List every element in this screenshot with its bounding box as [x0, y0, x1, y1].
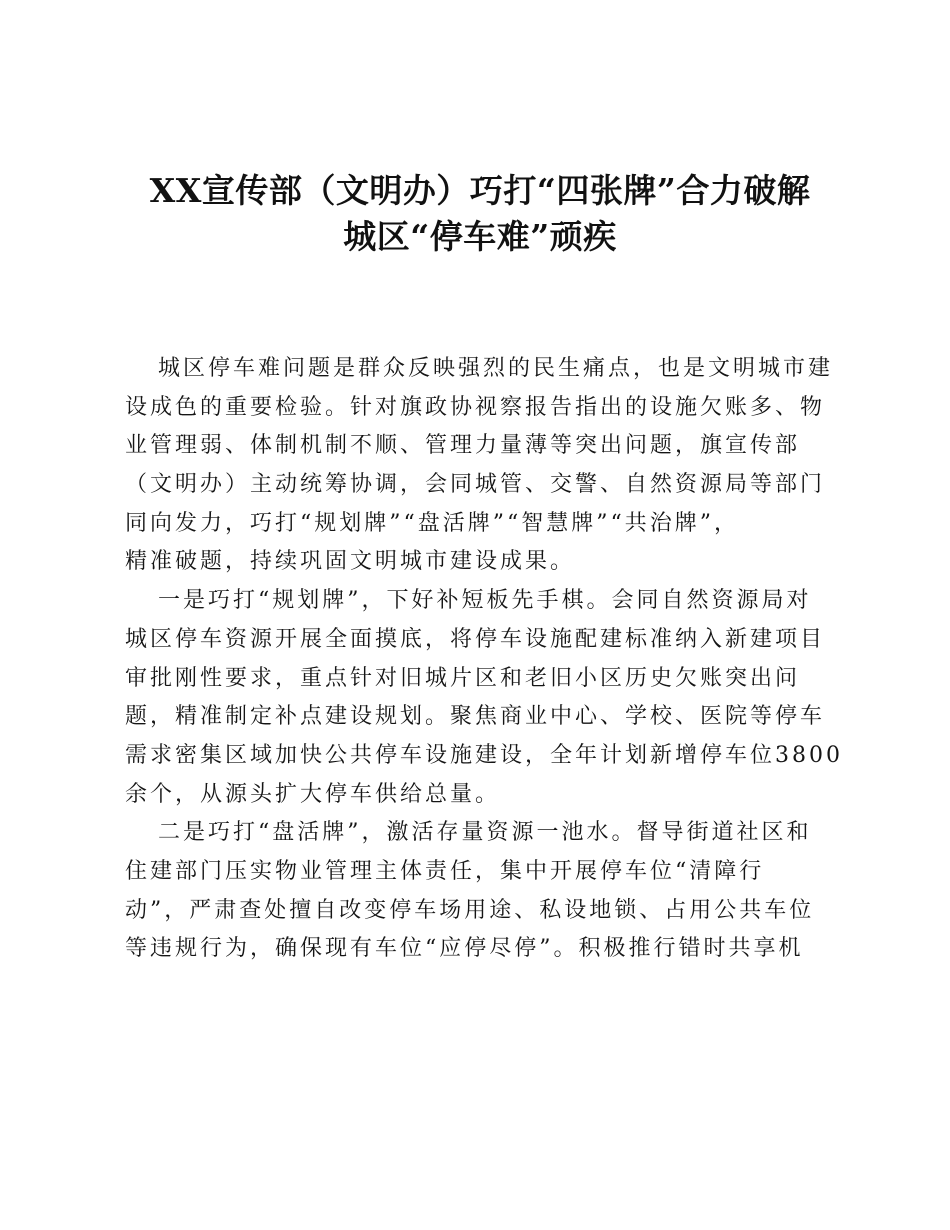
- paragraph-intro-line: 精准破题，持续巩固文明城市建设成果。: [125, 549, 576, 575]
- paragraph-planning-line: 需求密集区域加快公共停车设施建设，全年计划新增停车位3800: [125, 742, 843, 768]
- document-body: [125, 350, 843, 969]
- paragraph-intro-line: 设成色的重要检验。针对旗政协视察报告指出的设施欠账多、物: [125, 394, 826, 420]
- paragraph-revitalize-line: 动”，严肃查处擅自改变停车场用途、私设地锁、占用公共车位: [125, 897, 815, 923]
- document-title: [100, 168, 860, 260]
- paragraph-intro-line: 城区停车难问题是群众反映强烈的民生痛点，也是文明城市建: [158, 356, 834, 381]
- paragraph-planning-line: 审批刚性要求，重点针对旧城片区和老旧小区历史欠账突出问: [125, 665, 801, 691]
- paragraph-intro-line: 业管理弱、体制机制不顺、管理力量薄等突出问题，旗宣传部: [125, 433, 801, 459]
- paragraph-revitalize-line: 住建部门压实物业管理主体责任，集中开展停车位“清障行: [125, 858, 765, 884]
- paragraph-revitalize-line: 等违规行为，确保现有车位“应停尽停”。积极推行错时共享机: [125, 936, 804, 962]
- title-line-1: XX宣传部（文明办）巧打“四张牌”合力破解: [149, 171, 811, 210]
- paragraph-planning-line: 题，精准制定补点建设规划。聚焦商业中心、学校、医院等停车: [125, 704, 826, 730]
- paragraph-planning-line: 城区停车资源开展全面摸底，将停车设施配建标准纳入新建项目: [125, 626, 826, 652]
- paragraph-planning-line: 一是巧打“规划牌”，下好补短板先手棋。会同自然资源局对: [158, 588, 812, 614]
- paragraph-revitalize-line: 二是巧打“盘活牌”，激活存量资源一池水。督导街道社区和: [158, 820, 812, 846]
- title-line-2: 城区“停车难”顽疾: [343, 217, 617, 256]
- paragraph-planning-line: 余个，从源头扩大停车供给总量。: [125, 781, 501, 807]
- paragraph-intro-line: （文明办）主动统筹协调，会同城管、交警、自然资源局等部门: [125, 472, 826, 498]
- paragraph-intro-line: 同向发力，巧打“规划牌”“盘活牌”“智慧牌”“共治牌”，: [125, 510, 739, 536]
